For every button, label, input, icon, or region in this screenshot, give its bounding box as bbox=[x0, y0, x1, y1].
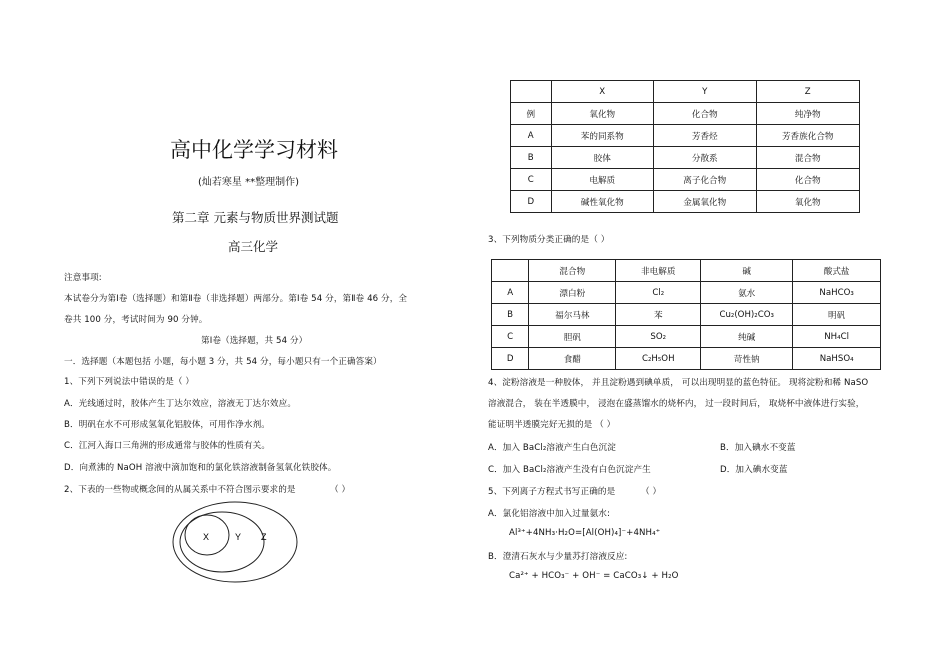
q2-cell bbox=[511, 81, 552, 103]
venn-outer-z bbox=[173, 502, 297, 582]
q4-option-b: B．加入碘水不变蓝 bbox=[720, 443, 796, 453]
q3-cell: 混合物 bbox=[529, 260, 616, 282]
q2-cell: 芳香族化合物 bbox=[756, 125, 860, 147]
section-intro: 一．选择题（本题包括 小题，每小题 3 分，共 54 分，每小题只有一个正确答案） bbox=[64, 357, 382, 367]
q3-cell: A bbox=[492, 282, 529, 304]
q2-answer-paren: （ ） bbox=[330, 485, 351, 495]
q3-stem: 3、下列物质分类正确的是（ ） bbox=[488, 235, 610, 245]
q4-option-a: A．加入 BaCl₂溶液产生白色沉淀 bbox=[488, 443, 616, 453]
q3-cell: 明矾 bbox=[793, 304, 881, 326]
q4-line-1: 4、淀粉溶液是一种胶体， 并且淀粉遇到碘单质， 可以出现明显的蓝色特征。 现将淀粉和稀 NaSO bbox=[488, 378, 869, 388]
q3-cell: Cu₂(OH)₂CO₃ bbox=[701, 304, 793, 326]
q2-cell: 胶体 bbox=[551, 147, 654, 169]
table-row bbox=[511, 191, 860, 213]
section-heading: 第Ⅰ卷（选择题，共 54 分） bbox=[201, 336, 308, 346]
q2-cell: 氧化物 bbox=[756, 191, 860, 213]
q4-line-2: 溶液混合， 装在半透膜中， 浸泡在盛蒸馏水的烧杯内， 过一段时间后， 取烧杯中液体进行实验， bbox=[488, 399, 865, 409]
q3-cell: 非电解质 bbox=[616, 260, 701, 282]
q3-cell: 胆矾 bbox=[529, 326, 616, 348]
page-title: 高中化学学习材料 bbox=[170, 138, 338, 162]
q3-cell: 苛性钠 bbox=[701, 348, 793, 370]
q5-option-a-equation: Al³⁺+4NH₃·H₂O=[Al(OH)₄]⁻+4NH₄⁺ bbox=[509, 528, 661, 538]
table-row bbox=[492, 326, 881, 348]
q2-cell: C bbox=[511, 169, 552, 191]
q2-cell: Y bbox=[654, 81, 757, 103]
q3-cell: B bbox=[492, 304, 529, 326]
q3-table bbox=[491, 259, 881, 370]
q3-cell: 纯碱 bbox=[701, 326, 793, 348]
q2-cell: 例 bbox=[511, 103, 552, 125]
grade-title: 高三化学 bbox=[228, 239, 279, 254]
q2-cell: 分散系 bbox=[654, 147, 757, 169]
q1-option-a: A．光线通过时，胶体产生丁达尔效应，溶液无丁达尔效应。 bbox=[64, 399, 297, 409]
q3-cell: 食醋 bbox=[529, 348, 616, 370]
q5-option-a: A．氯化铝溶液中加入过量氨水: bbox=[488, 509, 610, 519]
notes-line-1: 本试卷分为第Ⅰ卷（选择题）和第Ⅱ卷（非选择题）两部分。第Ⅰ卷 54 分，第Ⅱ卷 46 分，全 bbox=[64, 294, 408, 304]
venn-label-y: Y bbox=[235, 532, 242, 542]
q2-cell: 纯净物 bbox=[756, 103, 860, 125]
q3-cell: 福尔马林 bbox=[529, 304, 616, 326]
q5-answer-paren: （ ） bbox=[641, 487, 662, 497]
q3-cell: SO₂ bbox=[616, 326, 701, 348]
q3-cell: NaHSO₄ bbox=[793, 348, 881, 370]
q5-option-b-equation: Ca²⁺ + HCO₃⁻ + OH⁻ = CaCO₃↓ + H₂O bbox=[509, 571, 679, 581]
q2-table bbox=[510, 80, 860, 213]
q3-cell: 碱 bbox=[701, 260, 793, 282]
chapter-title: 第二章 元素与物质世界测试题 bbox=[172, 210, 339, 225]
notes-heading: 注意事项: bbox=[64, 273, 102, 283]
venn-label-z: Z bbox=[261, 532, 267, 542]
q2-cell: 混合物 bbox=[756, 147, 860, 169]
q1-option-c: C．江河入海口三角洲的形成通常与胶体的性质有关。 bbox=[64, 441, 271, 451]
q1-stem: 1、下列下列说法中错误的是（ ） bbox=[64, 377, 195, 387]
q3-cell: NH₄Cl bbox=[793, 326, 881, 348]
notes-line-2: 卷共 100 分，考试时间为 90 分钟。 bbox=[64, 315, 208, 325]
q2-cell: A bbox=[511, 125, 552, 147]
q2-cell: 芳香烃 bbox=[654, 125, 757, 147]
q1-option-d: D．向煮沸的 NaOH 溶液中滴加饱和的氯化铁溶液制备氢氧化铁胶体。 bbox=[64, 463, 337, 473]
venn-diagram bbox=[170, 498, 300, 586]
q2-cell: Z bbox=[756, 81, 860, 103]
q4-line-3: 能证明半透膜完好无损的是 （ ） bbox=[488, 420, 616, 430]
q2-header-row bbox=[511, 81, 860, 103]
q3-cell: 苯 bbox=[616, 304, 701, 326]
q3-cell: 漂白粉 bbox=[529, 282, 616, 304]
table-row bbox=[492, 282, 881, 304]
venn-label-x: X bbox=[203, 532, 210, 542]
q1-option-b: B．明矾在水不可形成氢氧化铝胶体，可用作净水剂。 bbox=[64, 420, 270, 430]
table-row bbox=[511, 125, 860, 147]
q3-cell: C bbox=[492, 326, 529, 348]
q2-cell: 苯的同系物 bbox=[551, 125, 654, 147]
q5-stem: 5、下列离子方程式书写正确的是 bbox=[488, 487, 616, 497]
q3-cell: 酸式盐 bbox=[793, 260, 881, 282]
q2-cell: B bbox=[511, 147, 552, 169]
q2-cell: 化合物 bbox=[756, 169, 860, 191]
q3-cell: 氨水 bbox=[701, 282, 793, 304]
q2-cell: 离子化合物 bbox=[654, 169, 757, 191]
q2-cell: 金属氧化物 bbox=[654, 191, 757, 213]
q5-option-b: B．澄清石灰水与少量苏打溶液反应: bbox=[488, 552, 628, 562]
table-row bbox=[511, 147, 860, 169]
page-subtitle: (灿若寒星 **整理制作) bbox=[198, 177, 299, 188]
q3-cell: NaHCO₃ bbox=[793, 282, 881, 304]
q2-cell: 电解质 bbox=[551, 169, 654, 191]
table-row bbox=[511, 169, 860, 191]
q2-cell: 化合物 bbox=[654, 103, 757, 125]
q4-option-d: D．加入碘水变蓝 bbox=[720, 465, 788, 475]
table-row bbox=[511, 103, 860, 125]
q4-option-c: C．加入 BaCl₂溶液产生没有白色沉淀产生 bbox=[488, 465, 651, 475]
q2-cell: 碱性氧化物 bbox=[551, 191, 654, 213]
q2-stem: 2、下表的一些物或概念间的从属关系中不符合图示要求的是 bbox=[64, 485, 296, 495]
q2-cell: X bbox=[551, 81, 654, 103]
q3-cell: C₂H₅OH bbox=[616, 348, 701, 370]
table-row bbox=[492, 348, 881, 370]
q2-cell: D bbox=[511, 191, 552, 213]
q3-cell: D bbox=[492, 348, 529, 370]
table-row bbox=[492, 304, 881, 326]
q3-header-row bbox=[492, 260, 881, 282]
q3-cell: Cl₂ bbox=[616, 282, 701, 304]
q3-cell bbox=[492, 260, 529, 282]
q2-cell: 氧化物 bbox=[551, 103, 654, 125]
